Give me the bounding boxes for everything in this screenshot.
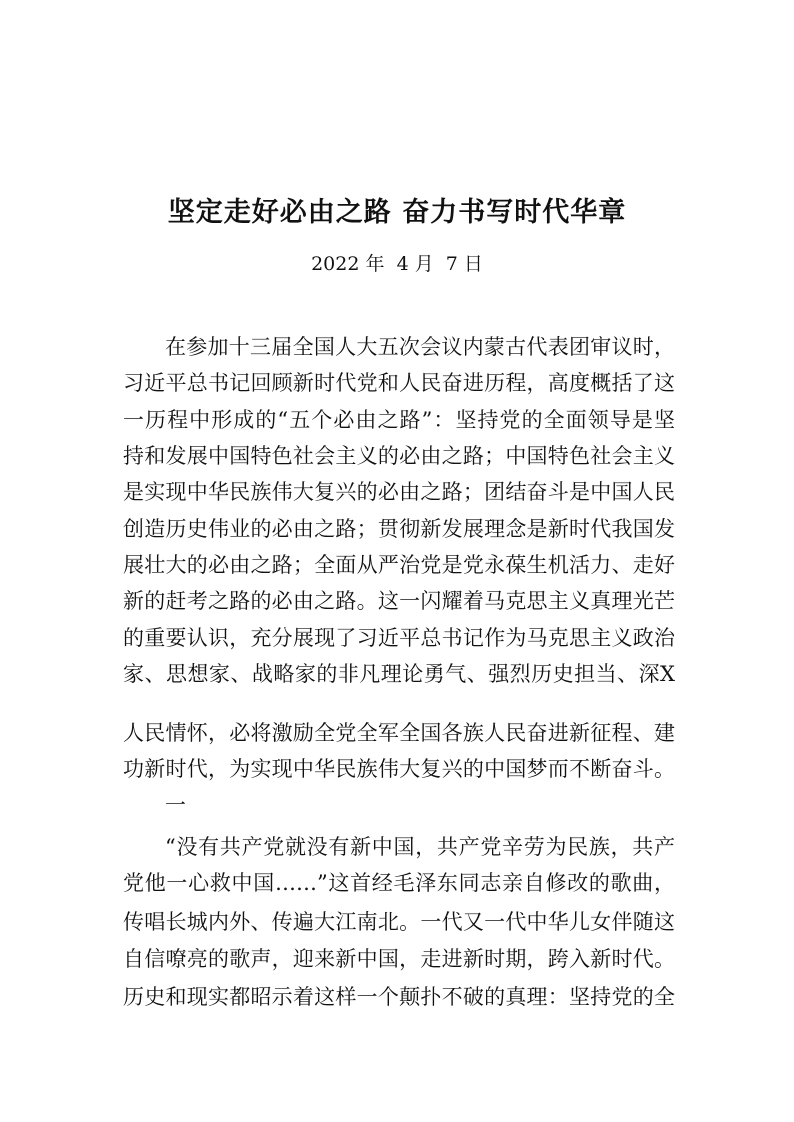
paragraph-line: 党他一心救中国……”这首经毛泽东同志亲自修改的歌曲， <box>123 871 675 895</box>
paragraph-line: 传唱长城内外、传遍大江南北。一代又一代中华儿女伴随这 <box>123 910 675 934</box>
paragraph-line: 的重要认识，充分展现了习近平总书记作为马克思主义政治 <box>123 626 675 650</box>
paragraph-line: “没有共产党就没有新中国，共产党辛劳为民族，共产 <box>165 835 675 859</box>
paragraph-line: 持和发展中国特色社会主义的必由之路；中国特色社会主义 <box>123 444 675 468</box>
paragraph-line: 家、思想家、战略家的非凡理论勇气、强烈历史担当、深X <box>123 662 675 686</box>
paragraph-line: 在参加十三届全国人大五次会议内蒙古代表团审议时， <box>165 335 675 359</box>
paragraph-line: 自信嘹亮的歌声，迎来新中国，走进新时期，跨入新时代。 <box>123 947 675 971</box>
paragraph-line: 人民情怀，必将激励全党全军全国各族人民奋进新征程、建 <box>123 721 675 745</box>
paragraph-line: 一历程中形成的“五个必由之路”：坚持党的全面领导是坚 <box>123 408 675 432</box>
section-marker: 一 <box>165 793 186 817</box>
paragraph-line: 历史和现实都昭示着这样一个颠扑不破的真理：坚持党的全 <box>123 985 675 1009</box>
document-title: 坚定走好必由之路 奋力书写时代华章 <box>167 197 627 228</box>
paragraph-line: 新的赶考之路的必由之路。这一闪耀着马克思主义真理光芒 <box>123 589 675 613</box>
document-date: 2022 年 4 月 7 日 <box>311 253 483 275</box>
paragraph-line: 是实现中华民族伟大复兴的必由之路；团结奋斗是中国人民 <box>123 480 675 504</box>
paragraph-line: 功新时代，为实现中华民族伟大复兴的中国梦而不断奋斗。 <box>123 757 675 781</box>
paragraph-line: 习近平总书记回顾新时代党和人民奋进历程，高度概括了这 <box>123 371 675 395</box>
paragraph-line: 创造历史伟业的必由之路；贯彻新发展理念是新时代我国发 <box>123 517 675 541</box>
paragraph-line: 展壮大的必由之路；全面从严治党是党永葆生机活力、走好 <box>123 553 675 577</box>
